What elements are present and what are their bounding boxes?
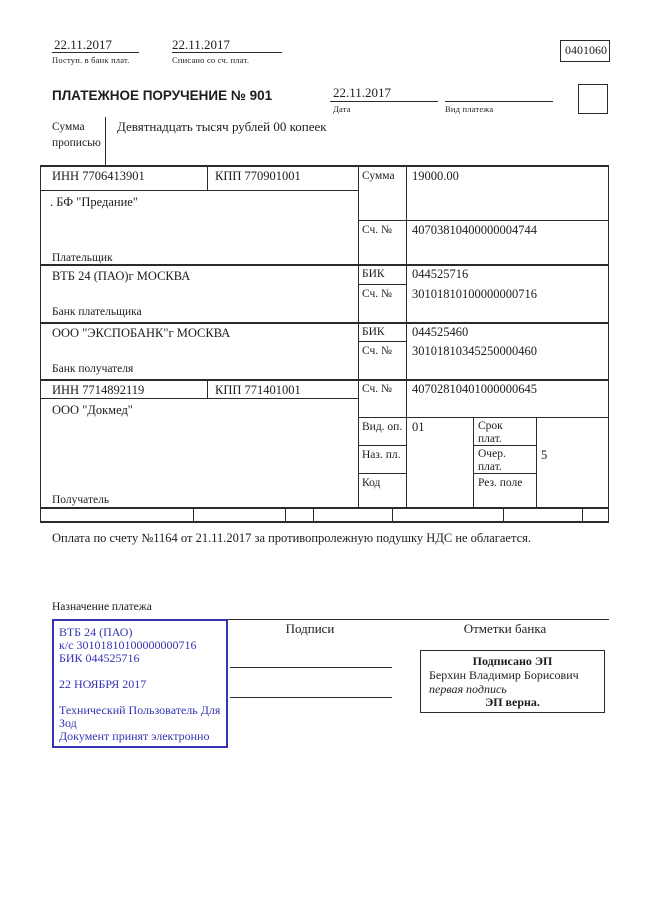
- status-code-box: [578, 84, 608, 114]
- term-label: Срок плат.: [478, 420, 503, 446]
- document-title: ПЛАТЕЖНОЕ ПОРУЧЕНИЕ № 901: [52, 88, 273, 103]
- reserve-label: Рез. поле: [478, 477, 523, 489]
- signature-line-1: [230, 667, 392, 668]
- bank-stamp-note: Документ принят электронно: [59, 729, 210, 743]
- subtable-divider-2: [536, 417, 537, 507]
- label-column-right-border: [406, 165, 407, 507]
- received-date-underline: [52, 52, 139, 53]
- payer-account: 40703810400000004744: [412, 223, 537, 237]
- payee-account: 40702810401000000645: [412, 382, 537, 396]
- payer-inn: ИНН 7706413901: [52, 169, 145, 183]
- document-date: 22.11.2017: [333, 85, 392, 100]
- stamp-signature-kind: первая подпись: [429, 682, 507, 696]
- debited-date: 22.11.2017: [172, 37, 231, 52]
- field-row-divider-3: [313, 507, 314, 521]
- payee-section-label: Получатель: [52, 494, 110, 506]
- inn-kpp-divider: [207, 165, 208, 190]
- payee-bank-section-label: Банк получателя: [52, 363, 134, 375]
- payer-section-border: [40, 264, 609, 266]
- field-row-divider-6: [582, 507, 583, 521]
- payer-bank-account: 30101810100000000716: [412, 287, 537, 301]
- date-underline: [330, 101, 438, 102]
- inn-row-border: [40, 190, 358, 191]
- payer-bank-section-label: Банк плательщика: [52, 306, 142, 318]
- amount-value: 19000.00: [412, 169, 459, 183]
- payer-account-label: Сч. №: [362, 224, 393, 236]
- purpose-code-label: Наз. пл.: [362, 449, 401, 461]
- payer-bank-name: ВТБ 24 (ПАО)г МОСКВА: [52, 269, 191, 283]
- table-border-right: [608, 165, 609, 523]
- bank-stamp-bik: БИК 044525716: [59, 651, 140, 665]
- form-code: 0401060: [565, 43, 607, 57]
- payer-section-label: Плательщик: [52, 252, 113, 264]
- payee-account-label: Сч. №: [362, 383, 393, 395]
- debited-date-underline: [172, 52, 282, 53]
- bik1-label-border: [358, 284, 406, 285]
- amount-words-value: Девятнадцать тысяч рублей 00 копеек: [117, 119, 327, 134]
- table-border-bottom: [40, 521, 609, 523]
- op-kind-label: Вид. оп.: [362, 421, 403, 433]
- subtable-divider-1: [473, 417, 474, 507]
- payment-purpose-label: Назначение платежа: [52, 601, 152, 613]
- code-label: Код: [362, 477, 381, 489]
- purpose-code-border: [358, 473, 406, 474]
- amount-words-divider: [105, 117, 106, 165]
- payee-section-border: [40, 507, 609, 509]
- priority-value: 5: [541, 448, 548, 462]
- debited-date-label: Списано со сч. плат.: [172, 55, 250, 65]
- received-date-label: Поступ. в банк плат.: [52, 55, 130, 65]
- payee-bank-name: ООО "ЭКСПОБАНК"г МОСКВА: [52, 326, 231, 340]
- bank-stamp-user-line2: Зод: [59, 716, 77, 730]
- field-row-divider-4: [392, 507, 393, 521]
- payee-inn-kpp-divider: [207, 379, 208, 398]
- payee-name: ООО "Докмед": [52, 403, 133, 417]
- payee-bank-account-label: Сч. №: [362, 345, 393, 357]
- payer-bank-account-label: Сч. №: [362, 288, 393, 300]
- payee-inn: ИНН 7714892119: [52, 383, 145, 397]
- form-code-box: [560, 40, 610, 62]
- payee-kpp: КПП 771401001: [215, 383, 301, 397]
- label-column-left-border: [358, 165, 359, 507]
- signatures-label: Подписи: [285, 621, 335, 636]
- payer-bank-section-border: [40, 322, 609, 324]
- payer-name: . БФ "Предание": [50, 195, 138, 209]
- payer-bank-bik-label: БИК: [362, 268, 385, 280]
- field-row-divider-5: [503, 507, 504, 521]
- op-kind-value: 01: [412, 420, 425, 434]
- table-border-left: [40, 165, 41, 523]
- bank-stamp-bank-name: ВТБ 24 (ПАО): [59, 625, 133, 639]
- field-row-divider-1: [193, 507, 194, 521]
- field-row-divider-2: [285, 507, 286, 521]
- subtable-top-border: [358, 417, 609, 418]
- payee-bank-bik-label: БИК: [362, 326, 385, 338]
- priority-label: Очер. плат.: [478, 448, 506, 474]
- payee-inn-row-border: [40, 398, 358, 399]
- bank-electronic-stamp: [52, 619, 228, 748]
- stamp-signer-name: Берхин Владимир Борисович: [429, 668, 579, 682]
- payee-bank-account: 30101810345250000460: [412, 344, 537, 358]
- payment-kind-label: Вид платежа: [445, 104, 494, 114]
- op-kind-border: [358, 445, 406, 446]
- amount-label: Сумма: [362, 170, 395, 182]
- stamp-signed-title: Подписано ЭП: [472, 654, 553, 668]
- signature-stamp-box: [420, 650, 605, 713]
- bank-stamp-date: 22 НОЯБРЯ 2017: [59, 677, 147, 691]
- bank-stamp-user-line1: Технический Пользователь Для: [59, 703, 221, 717]
- received-date: 22.11.2017: [54, 37, 113, 52]
- bank-stamp-corr-account: к/с 30101810100000000716: [59, 638, 197, 652]
- payment-purpose-text: Оплата по счету №1164 от 21.11.2017 за противопролежную подушку НДС не облагается.: [52, 531, 532, 545]
- payer-kpp: КПП 770901001: [215, 169, 301, 183]
- payment-kind-underline: [445, 101, 553, 102]
- stamp-verified-text: ЭП верна.: [485, 695, 540, 709]
- table-border-top: [40, 165, 609, 167]
- bik2-label-border: [358, 341, 406, 342]
- signatures-top-border: [228, 619, 609, 620]
- payee-bank-bik: 044525460: [412, 325, 469, 339]
- payer-bank-bik: 044525716: [412, 267, 469, 281]
- bank-marks-label: Отметки банка: [463, 621, 547, 636]
- signature-line-2: [230, 697, 392, 698]
- amount-words-label: Сумма прописью: [52, 121, 101, 149]
- payee-bank-section-border: [40, 379, 609, 381]
- amount-row-border: [358, 220, 609, 221]
- date-label: Дата: [333, 104, 351, 114]
